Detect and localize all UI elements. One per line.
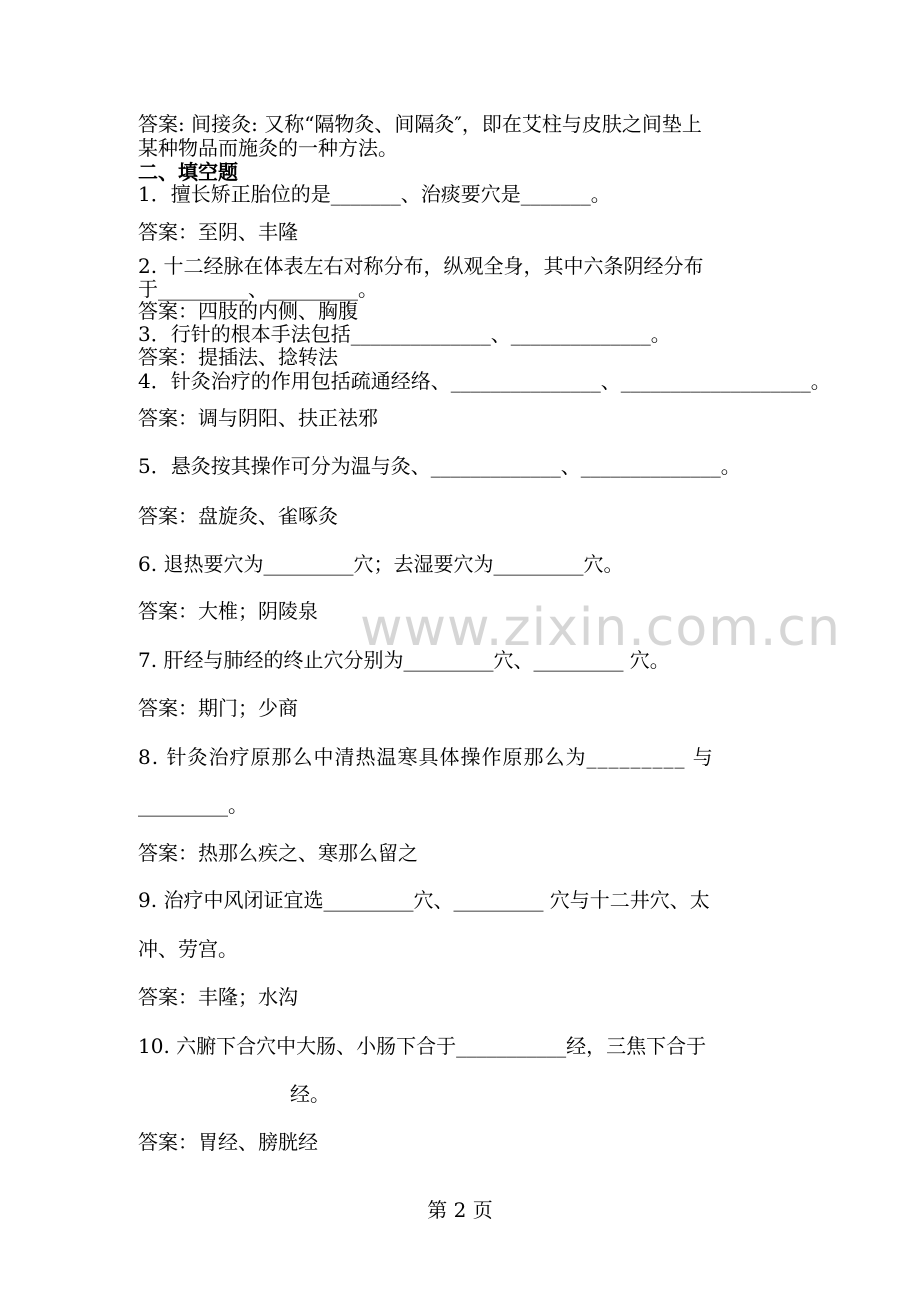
answer-3: 答案：提插法、捻转法 — [138, 345, 338, 369]
question-9-line-2: 冲、劳宫。 — [138, 937, 238, 961]
question-7: 7. 肝经与肺经的终止穴分别为_________穴、_________ 穴。 — [138, 648, 670, 672]
answer-text-line-2: 某种物品而施灸的一种方法。 — [138, 136, 398, 160]
answer-text-line-1: 答案: 间接灸: 又称“隔物灸、间隔灸″，即在艾柱与皮肤之间垫上 — [138, 112, 702, 136]
answer-4: 答案：调与阴阳、扶正祛邪 — [138, 406, 378, 430]
question-10-line-2: 经。 — [290, 1082, 330, 1106]
watermark: www.zixin.com.cn — [360, 598, 841, 658]
question-4: 4．针灸治疗的作用包括疏通经络、_______________、___________________。 — [138, 369, 831, 393]
answer-10: 答案：胃经、膀胱经 — [138, 1130, 318, 1154]
question-2-line-1: 2. 十二经脉在体表左右对称分布，纵观全身，其中六条阴经分布 — [138, 254, 704, 278]
answer-8: 答案：热那么疾之、寒那么留之 — [138, 841, 418, 865]
answer-6: 答案：大椎；阴陵泉 — [138, 599, 318, 623]
question-1: 1．擅长矫正胎位的是_______、治痰要穴是_______。 — [138, 182, 611, 206]
answer-5: 答案：盘旋灸、雀啄灸 — [138, 504, 338, 528]
answer-7: 答案：期门；少商 — [138, 696, 298, 720]
question-2-line-2: 于_________、_________。 — [138, 277, 378, 301]
question-3: 3．行针的根本手法包括______________、______________。 — [138, 322, 671, 346]
question-10-line-1: 10. 六腑下合穴中大肠、小肠下合于___________经，三焦下合于 — [138, 1034, 707, 1058]
page-number: 第 2 页 — [427, 1198, 493, 1222]
question-5: 5．悬灸按其操作可分为温与灸、_____________、______________。 — [138, 454, 741, 478]
question-9-line-1: 9. 治疗中风闭证宜选_________穴、_________ 穴与十二井穴、太 — [138, 888, 710, 912]
answer-2: 答案：四肢的内侧、胸腹 — [138, 299, 358, 323]
section-heading: 二、填空题 — [138, 160, 238, 184]
question-6: 6. 退热要穴为_________穴；去湿要穴为_________穴。 — [138, 552, 624, 576]
question-8-line-1: 8. 针灸治疗原那么中清热温寒具体操作原那么为_________ 与 — [138, 745, 714, 769]
answer-1: 答案：至阴、丰隆 — [138, 220, 298, 244]
question-8-line-2: _________。 — [138, 793, 248, 817]
answer-9: 答案：丰隆；水沟 — [138, 985, 298, 1009]
